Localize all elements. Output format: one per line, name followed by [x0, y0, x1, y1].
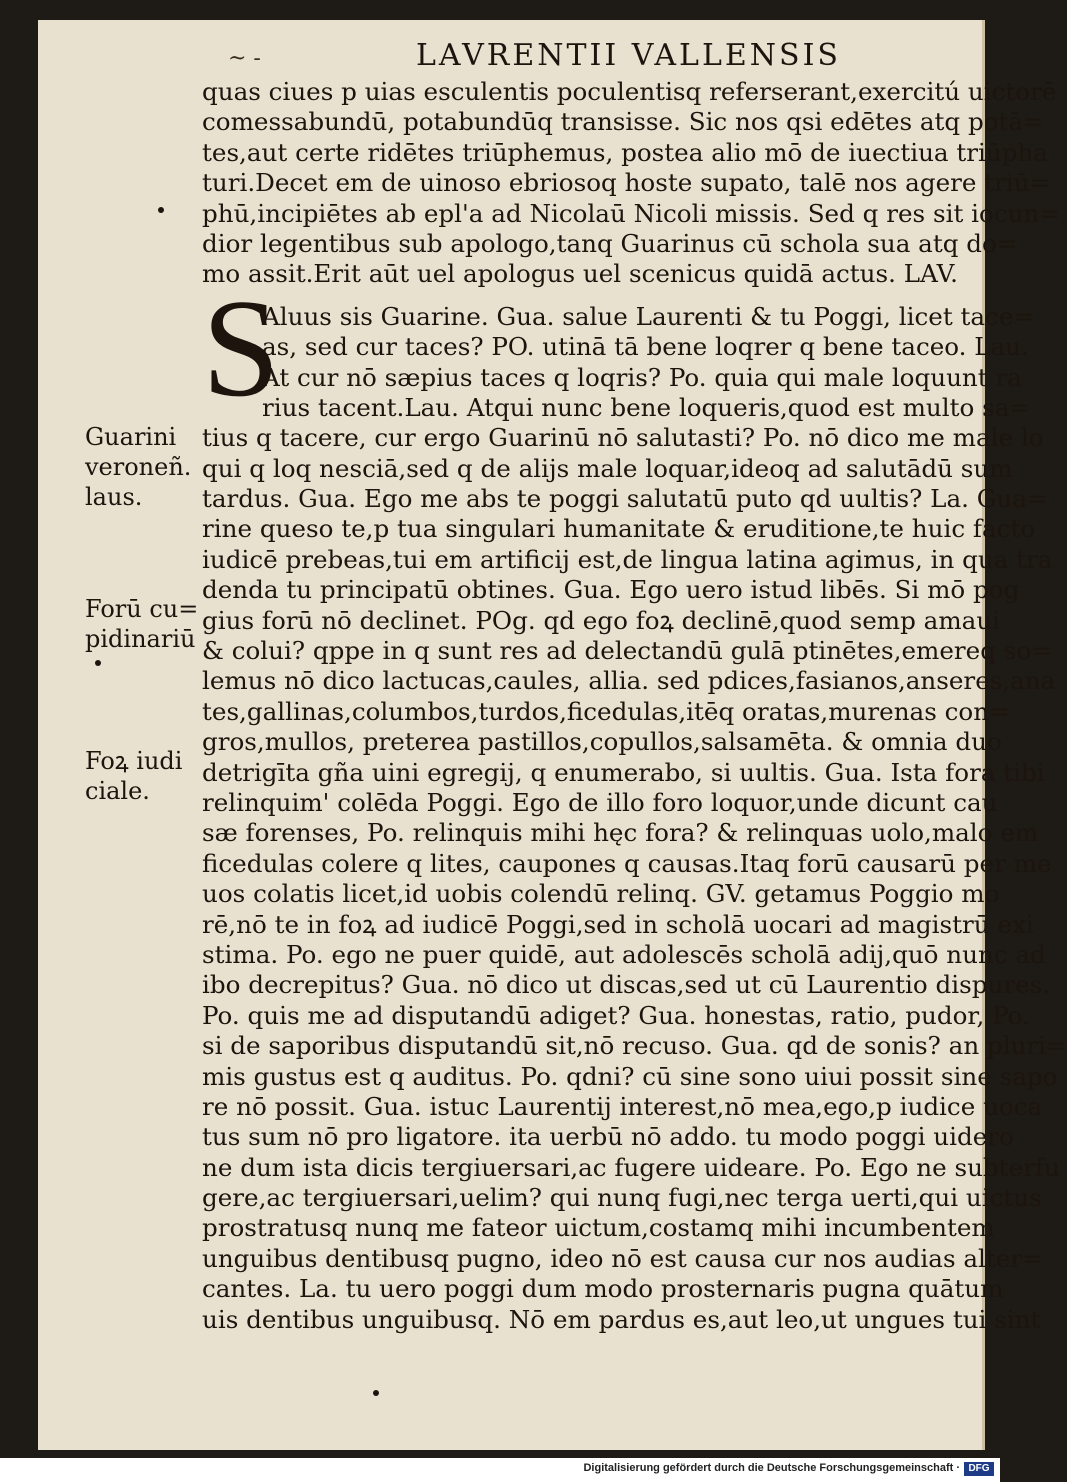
text-line: tes,aut certe ridētes triūphemus, postea alio mō de iuectiua triūpha — [202, 137, 1048, 167]
dialogue-line: gros,mullos, preterea pastillos,copullos,salsamēta. & omnia duo — [202, 727, 1002, 757]
dialogue-line: lemus nō dico lactucas,caules, allia. sed pdices,fasianos,anseres,ana — [202, 666, 1056, 696]
dialogue-line: mis gustus est q auditus. Po. qdni? cū sine sono uiui possit sine sapo — [202, 1061, 1058, 1091]
dialogue-line: ficedulas colere q lites, caupones q causas.Itaq forū causarū per me — [202, 848, 1052, 878]
dialogue-line: & colui? qppe in q sunt res ad delectandū gulā ptinētes,emereq so= — [202, 636, 1052, 666]
main-text — [202, 77, 1067, 1335]
text-line: phū,incipiētes ab epl'a ad Nicolaū Nicoli missis. Sed q res sit iocun= — [202, 198, 1060, 228]
dialogue-line: si de saporibus disputandū sit,nō recuso. Gua. qd de sonis? an pluri= — [202, 1031, 1067, 1061]
marginal-note-guarini: Guarini veroneñ. laus. — [85, 423, 192, 511]
dialogue-line: Aluus sis Guarine. Gua. salue Laurenti & tu Poggi, licet tace= — [262, 301, 1035, 331]
dialogue-line: tius q tacere, cur ergo Guarinū nō salutasti? Po. nō dico me male lo — [202, 423, 1044, 453]
dialogue-line: sæ forenses, Po. relinquis mihi hęc fora? & relinquas uolo,malo em — [202, 818, 1039, 848]
text-line: turi.Decet em de uinoso ebriosoq hoste supato, talē nos agere triū= — [202, 168, 1051, 198]
dialogue-line: relinquim' colēda Poggi. Ego de illo foro loquor,unde dicunt cau — [202, 787, 998, 817]
dialogue-line: rius tacent.Lau. Atqui nunc bene loqueris,quod est multo sa= — [262, 392, 1031, 422]
margin-dot — [95, 660, 101, 666]
running-head-title: LAVRENTII VALLENSIS — [416, 38, 841, 73]
dialogue-line: gius forū nō declinet. POg. qd ego foꝝ declinē,quod semp amaui — [202, 605, 1001, 635]
margin-dot — [158, 207, 164, 213]
dialogue-line: tardus. Gua. Ego me abs te poggi salutatū puto qd uultis? La. Gua= — [202, 484, 1048, 514]
digitization-footer — [0, 1458, 1000, 1482]
dialogue-line: detrigīta gña uini egregij, q enumerabo, si uultis. Gua. Ista fora tibi — [202, 757, 1045, 787]
dialogue-line: qui q loq nesciā,sed q de alijs male loquar,ideoq ad salutādū sum — [202, 453, 1013, 483]
dialogue-line: ibo decrepitus? Gua. nō dico ut discas,sed ut cū Laurentio dispures. — [202, 970, 1051, 1000]
dialogue-line: At cur nō sæpius taces q loqris? Po. quia qui male loquunt ra — [262, 362, 1022, 392]
dialogue-line: cantes. La. tu uero poggi dum modo prosternaris pugna quātum — [202, 1274, 1004, 1304]
text-line: comessabundū, potabundūq transisse. Sic nos qsi edētes atq potā= — [202, 107, 1044, 137]
book-page — [38, 20, 1067, 1450]
text-line: dior legentibus sub apologo,tanq Guarinus cū schola sua atq do= — [202, 228, 1018, 258]
dialogue-line: gere,ac tergiuersari,uelim? qui nunq fugi,nec terga uerti,qui uictus — [202, 1183, 1042, 1213]
text-line: mo assit.Erit aūt uel apologus uel scenicus quidā actus. LAV. — [202, 259, 958, 289]
head-mark: ~ - — [228, 46, 261, 71]
dialogue-line: rē,nō te in foꝝ ad iudicē Poggi,sed in scholā uocari ad magistrū exi — [202, 909, 1034, 939]
marginal-note-forum: Forū cu= pidinariū — [85, 595, 199, 653]
dialogue-line: Po. quis me ad disputandū adiget? Gua. honestas, ratio, pudor, Po. — [202, 1000, 1030, 1030]
dialogue-line: rine queso te,p tua singulari humanitate & eruditione,te huic facto — [202, 514, 1036, 544]
marginal-note-iudiciale: Foꝝ iudi ciale. — [85, 747, 183, 805]
dialogue-line: uos colatis licet,id uobis colendū relinq. GV. getamus Poggio mo — [202, 879, 1000, 909]
dialogue-line: prostratusq nunq me fateor uictum,costamq mihi incumbentem — [202, 1213, 995, 1243]
dialogue-line: re nō possit. Gua. istuc Laurentij interest,nō mea,ego,p iudice uoca — [202, 1091, 1043, 1121]
text-line: quas ciues p uias esculentis poculentisq referserant,exercitú uictorē — [202, 77, 1057, 106]
dialogue-line: stima. Po. ego ne puer quidē, aut adolescēs scholā adij,quō nunc ad — [202, 939, 1046, 969]
dialogue-line: ne dum ista dicis tergiuersari,ac fugere uideare. Po. Ego ne subterfu — [202, 1152, 1060, 1182]
drop-cap: S — [202, 271, 280, 426]
dialogue-line: unguibus dentibusq pugno, ideo nō est causa cur nos audias alter= — [202, 1243, 1043, 1273]
dialogue-line: denda tu principatū obtines. Gua. Ego uero istud libēs. Si mō pog — [202, 575, 1020, 605]
dialogue-line: uis dentibus unguibusq. Nō em pardus es,aut leo,ut ungues tui sint — [202, 1304, 1041, 1334]
dfg-logo: DFG — [964, 1462, 994, 1476]
footer-text: Digitalisierung gefördert durch die Deutsche Forschungsgemeinschaft · — [583, 1462, 960, 1474]
dialogue-line: tus sum nō pro ligatore. ita uerbū nō addo. tu modo poggi uidero — [202, 1122, 1014, 1152]
dialogue-line: tes,gallinas,columbos,turdos,ficedulas,itēq oratas,murenas con= — [202, 696, 1010, 726]
dialogue-line: iudicē prebeas,tui em artificij est,de lingua latina agimus, in qua tra — [202, 544, 1053, 574]
margin-dot — [373, 1390, 379, 1396]
dialogue-line: as, sed cur taces? PO. utinā tā bene loqrer q bene taceo. Lau. — [262, 332, 1029, 362]
